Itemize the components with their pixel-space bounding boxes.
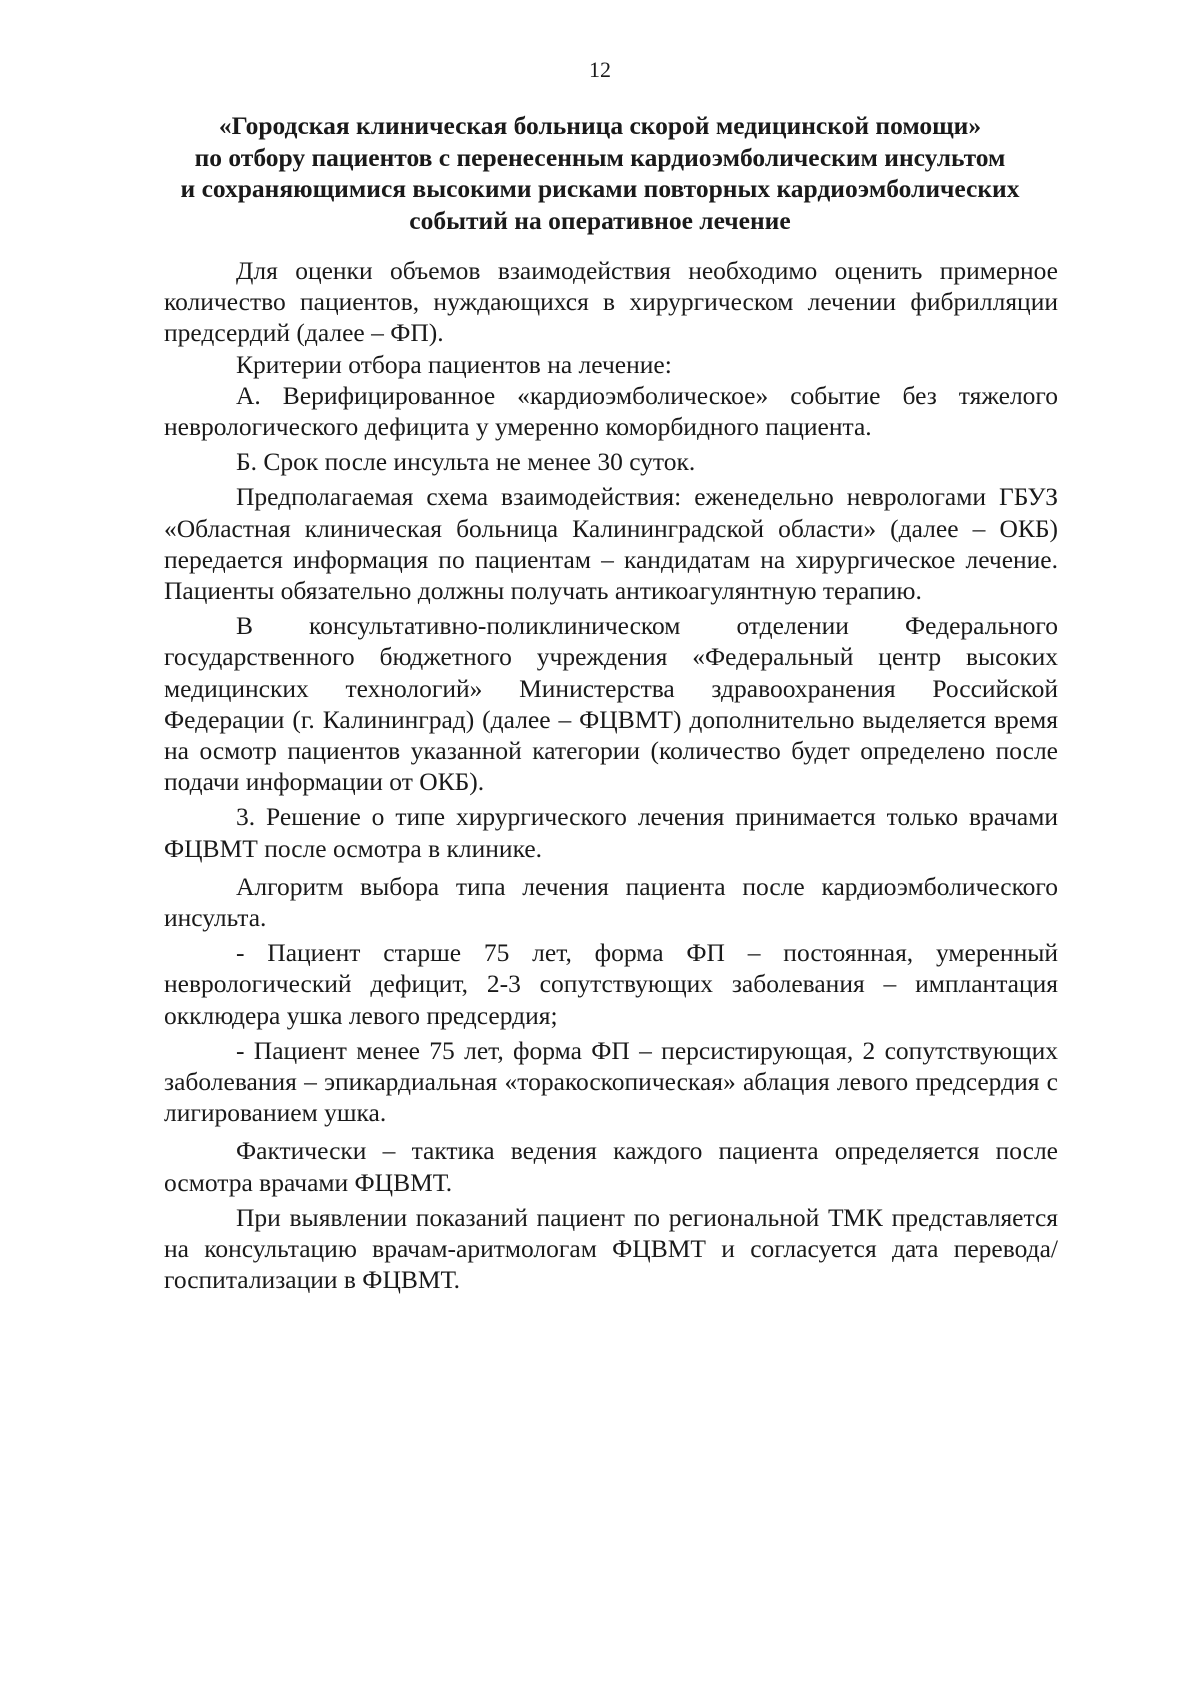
paragraph: Предполагаемая схема взаимодействия: еженедельно неврологами ГБУЗ «Областная клиническая больница Калининградской области» (далее – ОКБ) передается информация по пациентам – кандидатам на хирургическое лечение. Пациенты обязательно должны получать антикоагулянтную терапию. [164, 482, 1058, 606]
paragraph: Б. Срок после инсульта не менее 30 суток. [236, 447, 696, 477]
paragraph: При выявлении показаний пациент по региональной ТМК представляется на консультацию врачам-аритмологам ФЦВМТ и согласуется дата перевода/госпитализации в ФЦВМТ. [164, 1202, 1058, 1295]
document-title [150, 110, 1050, 236]
paragraph: В консультативно-поликлиническом отделении Федерального государственного бюджетного учреждения «Федеральный центр высоких медицинских технологий» Министерства здравоохранения Российской Федерации (г. Калининград) (далее – ФЦВМТ) дополнительно выделяется время на осмотр пациентов указанной категории (количество будет определено после подачи информации от ОКБ). [164, 611, 1058, 797]
paragraph: - Пациент менее 75 лет, форма ФП – персистирующая, 2 сопутствующих заболевания – эпикардиальная «торакоскопическая» аблация левого предсердия с лигированием ушка. [164, 1035, 1058, 1128]
title-line: по отбору пациентов с перенесенным кардиоэмболическим инсультом [194, 142, 1006, 172]
paragraph: - Пациент старше 75 лет, форма ФП – постоянная, умеренный неврологический дефицит, 2-3 сопутствующих заболевания – имплантация окклюдера ушка левого предсердия; [164, 938, 1058, 1030]
paragraph: Алгоритм выбора типа лечения пациента после кардиоэмболического инсульта. [164, 871, 1058, 933]
document-body [164, 255, 1058, 1296]
page-number: 12 [589, 57, 611, 82]
title-line: и сохраняющимися высокими рисками повторных кардиоэмболических [180, 174, 1020, 203]
title-line: «Городская клиническая больница скорой медицинской помощи» [218, 111, 982, 140]
paragraph: 3. Решение о типе хирургического лечения принимается только врачами ФЦВМТ после осмотра в клинике. [164, 802, 1058, 863]
title-line: событий на оперативное лечение [409, 205, 791, 235]
paragraph: Для оценки объемов взаимодействия необходимо оценить примерное количество пациентов, нуждающихся в хирургическом лечении фибрилляции предсердий (далее – ФП). [164, 256, 1058, 348]
paragraph: А. Верифицированное «кардиоэмболическое» событие без тяжелого неврологического дефицита у умеренно коморбидного пациента. [164, 380, 1058, 442]
paragraph: Критерии отбора пациентов на лечение: [236, 349, 672, 379]
paragraph: Фактически – тактика ведения каждого пациента определяется после осмотра врачами ФЦВМТ. [164, 1136, 1058, 1197]
